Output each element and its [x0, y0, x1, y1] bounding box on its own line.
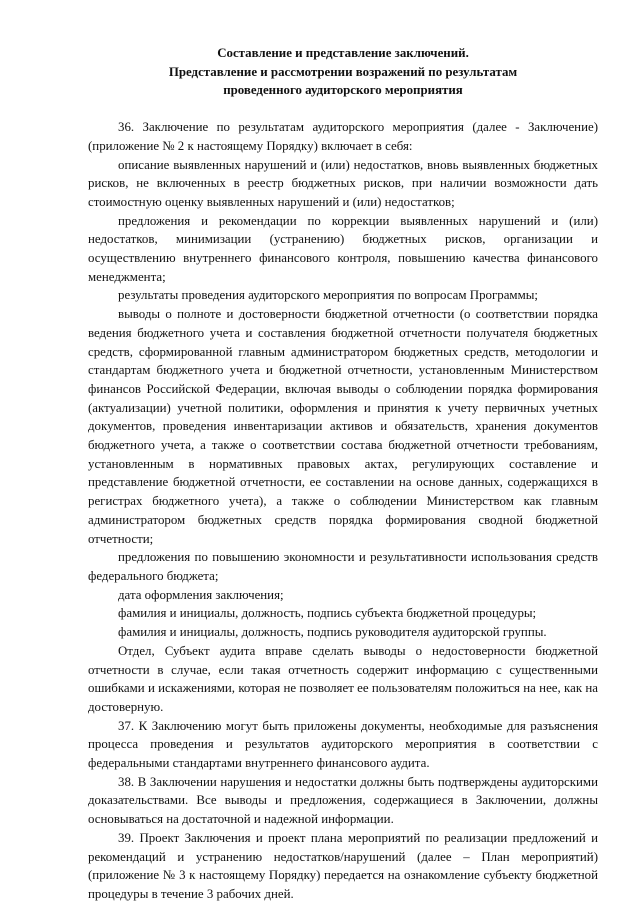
paragraph-proposals-correction: предложения и рекомендации по коррекции выявленных нарушений и (или) недостатков, минимизации (устранению) бюджетных рисков, организации и осуществлению внутреннего финансового контроля, повышению качества финансового менеджмента; [88, 213, 598, 284]
heading-line-3: проведенного аудиторского мероприятия [223, 83, 463, 98]
paragraph-unreliability-conclusion: Отдел, Субъект аудита вправе сделать выводы о недостоверности бюджетной отчетности в случае, если такая отчетность содержит информацию с существенными ошибками и искажениями, которая не позволяет ее пользователям положиться на нее, как на достоверную. [88, 643, 598, 714]
heading-line-2: Представление и рассмотрении возражений по результатам [168, 64, 518, 79]
paragraph-reporting-conclusions: выводы о полноте и достоверности бюджетной отчетности (о соответствии порядка ведения бюджетного учета и составления бюджетной отчетности получателя бюджетных средств, сформированной главным администратором бюджетных средств, методологии и стандартам бюджетного учета и бюджетной отчетности, установленным Министерством финансов Российской Федерации, включая выводы о соблюдении порядка формирования (актуализации) учетной политики, оформления и принятия к учету первичных учетных документов, проведения инвентаризации активов и обязательств, хранения документов бюджетного учета, а также о соответствии состава бюджетной отчетности требованиям, установленным в нормативных правовых актах, регулирующих составление и представление бюджетной отчетности, ее составлении на основе данных, содержащихся в регистрах бюджетного учета), а также о соблюдении Министерством как главным администратором бюджетных средств порядка формирования сводной бюджетной отчетности; [88, 307, 598, 546]
paragraph-violations-description: описание выявленных нарушений и (или) недостатков, вновь выявленных бюджетных рисков, не включенных в реестр бюджетных рисков, при наличии возможности дать стоимостную оценку выявленных нарушений и (или) недостатков; [88, 157, 598, 209]
paragraph-38-evidence: 38. В Заключении нарушения и недостатки должны быть подтверждены аудиторскими доказательствами. Все выводы и предложения, содержащиеся в Заключении, должны основываться на достаточной и надежной информации. [88, 774, 598, 827]
document-body [88, 118, 598, 904]
paragraph-efficiency-proposals: предложения по повышению экономности и результативности использования средств федерального бюджета; [88, 550, 598, 583]
paragraph-36-intro: 36. Заключение по результатам аудиторского мероприятия (далее - Заключение) (приложение № 2 к настоящему Порядку) включает в себя: [88, 120, 598, 153]
section-heading [88, 44, 598, 100]
heading-line-1: Составление и представление заключений. [217, 46, 469, 60]
paragraph-37-attachments: 37. К Заключению могут быть приложены документы, необходимые для разъяснения процесса проведения и результатов аудиторского мероприятия в соответствии с федеральными стандартами внутреннего финансового аудита. [88, 718, 598, 771]
paragraph-subject-signature: фамилия и инициалы, должность, подпись субъекта бюджетной процедуры; [118, 606, 537, 621]
paragraph-39-draft-transfer: 39. Проект Заключения и проект плана мероприятий по реализации предложений и рекомендаций и устранению недостатков/нарушений (далее – План мероприятий) (приложение № 3 к настоящему Порядку) передается на ознакомление субъекту бюджетной процедуры в течение 3 рабочих дней. [88, 830, 598, 901]
paragraph-conclusion-date: дата оформления заключения; [118, 587, 284, 602]
paragraph-program-results: результаты проведения аудиторского мероприятия по вопросам Программы; [118, 288, 538, 303]
paragraph-group-head-signature: фамилия и инициалы, должность, подпись руководителя аудиторской группы. [118, 625, 547, 640]
